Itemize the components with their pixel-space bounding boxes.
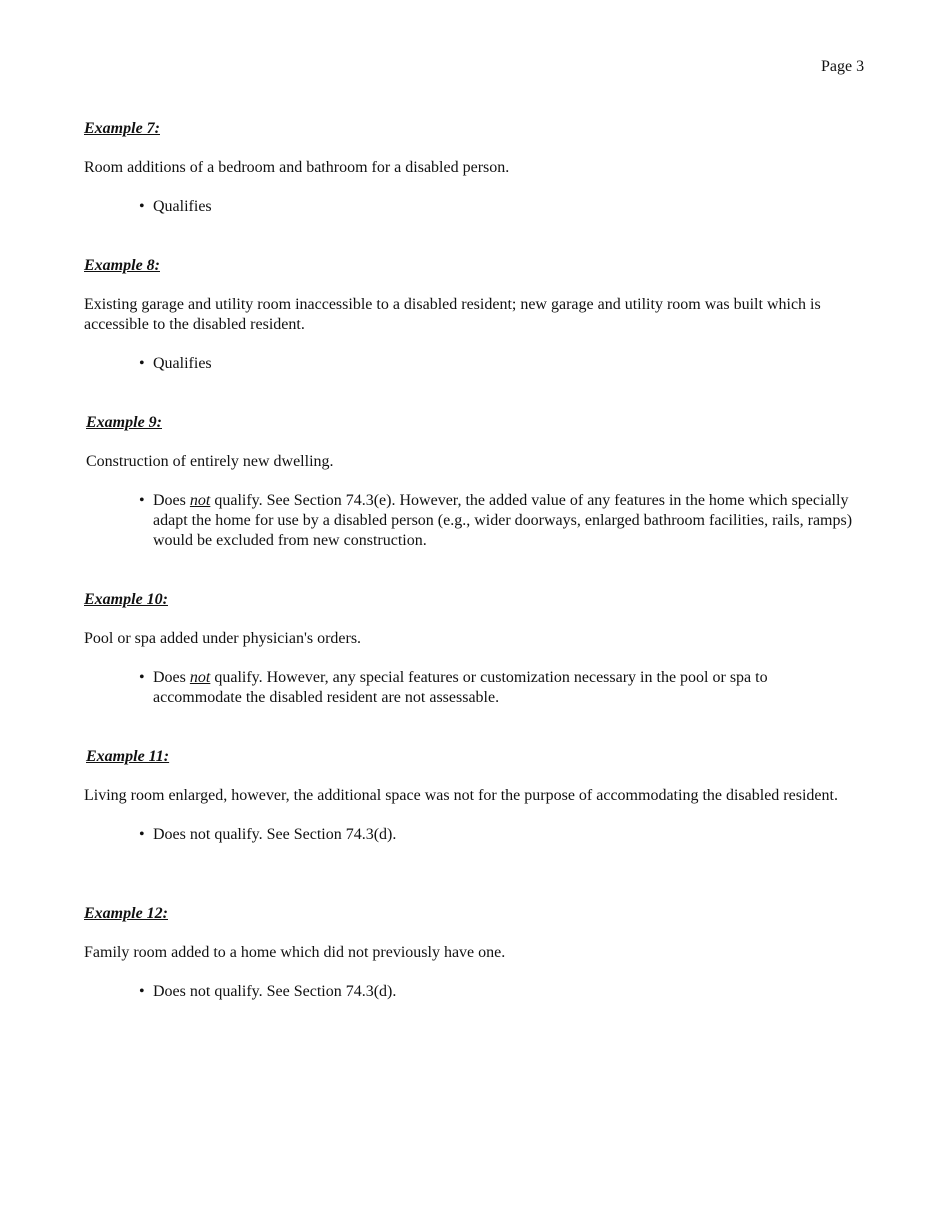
example-10-result-suffix: qualify. However, any special features or customization necessary in the pool or spa to accommodate the disabled resident are not assessable. [153, 669, 768, 706]
list-item [84, 668, 854, 708]
example-11-result: Does not qualify. See Section 74.3(d). [153, 826, 397, 843]
example-8-description: Existing garage and utility room inaccessible to a disabled resident; new garage and utility room was built which is accessible to the disabled resident. [84, 296, 821, 333]
list-item [84, 354, 854, 374]
example-7-result-list [84, 197, 854, 217]
bullet-icon: • [139, 492, 145, 509]
example-10-result-emphasis: not [189, 669, 211, 686]
example-9-result-suffix: qualify. See Section 74.3(e). However, the added value of any features in the home which specially adapt the home for use by a disabled person (e.g., wider doorways, enlarged bathroom facilities, rails, ramps) would be excluded from new construction. [153, 492, 853, 549]
example-9-heading: Example 9: [86, 414, 162, 431]
example-8-result: Qualifies [153, 355, 212, 372]
list-item [84, 982, 854, 1002]
example-9-result-prefix: Does [153, 492, 190, 509]
example-9-result-emphasis: not [189, 492, 211, 509]
example-11-result-list [86, 825, 856, 845]
bullet-icon: • [139, 355, 145, 372]
example-8-heading: Example 8: [84, 257, 160, 274]
example-7-heading: Example 7: [84, 120, 160, 137]
bullet-icon: • [139, 983, 145, 1000]
example-10-heading: Example 10: [84, 591, 168, 608]
example-7-section [84, 119, 854, 217]
page-number: Page 3 [821, 58, 865, 75]
example-10-description: Pool or spa added under physician's orders. [84, 630, 362, 647]
bullet-icon: • [139, 669, 145, 686]
list-item [86, 491, 856, 551]
example-9-section [86, 413, 856, 551]
example-10-result-prefix: Does [153, 669, 190, 686]
example-9-result-list [86, 491, 856, 551]
example-10-section [84, 590, 854, 708]
example-11-heading: Example 11: [86, 748, 170, 765]
example-7-description: Room additions of a bedroom and bathroom for a disabled person. [84, 159, 510, 176]
example-12-heading: Example 12: [84, 905, 168, 922]
example-7-result: Qualifies [153, 198, 212, 215]
bullet-icon: • [139, 198, 145, 215]
example-11-section [86, 747, 856, 845]
list-item [86, 825, 856, 845]
bullet-icon: • [139, 826, 145, 843]
example-12-result-list [84, 982, 854, 1002]
example-12-result: Does not qualify. See Section 74.3(d). [153, 983, 397, 1000]
example-10-result-list [84, 668, 854, 708]
example-12-description: Family room added to a home which did not previously have one. [84, 944, 506, 961]
example-11-description: Living room enlarged, however, the additional space was not for the purpose of accommodating the disabled resident. [84, 787, 838, 804]
example-9-description: Construction of entirely new dwelling. [86, 453, 334, 470]
example-12-section [84, 904, 854, 1002]
example-8-result-list [84, 354, 854, 374]
list-item [84, 197, 854, 217]
example-8-section [84, 256, 854, 374]
